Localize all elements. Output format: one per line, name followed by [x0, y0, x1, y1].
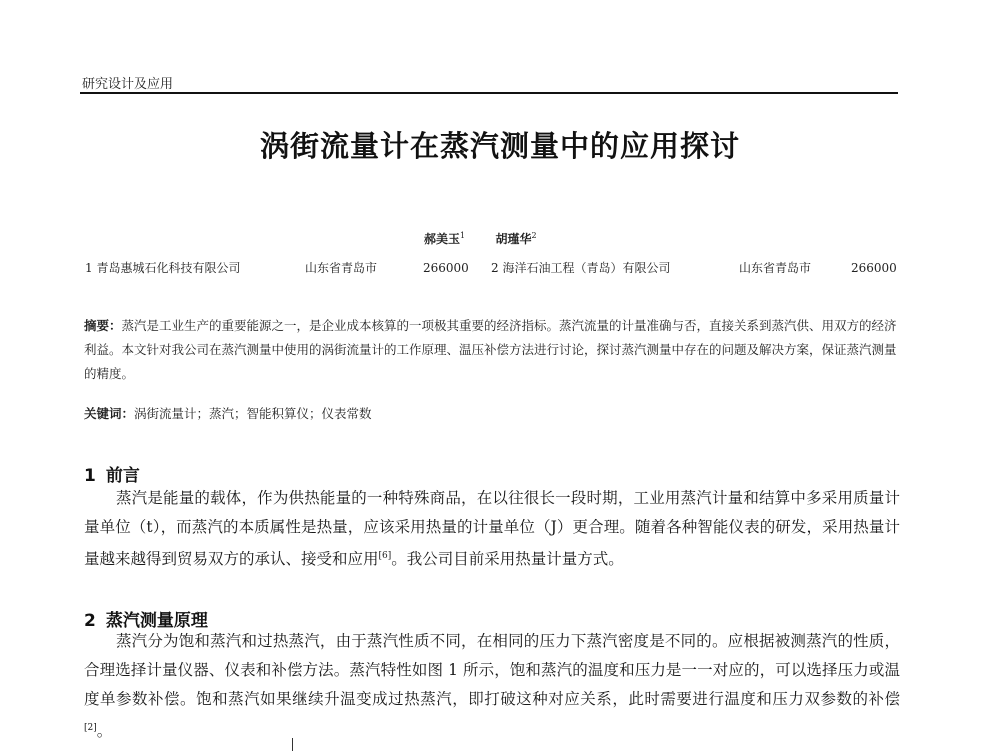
keywords-text: 涡街流量计；蒸汽；智能积算仪；仪表常数	[134, 406, 372, 421]
affiliation-org: 2 海洋石油工程（青岛）有限公司	[491, 261, 671, 275]
abstract-text: 蒸汽是工业生产的重要能源之一，是企业成本核算的一项极其重要的经济指标。蒸汽流量的计量准确与否，直接关系到蒸汽供、用双方的经济利益。本文针对我公司在蒸汽测量中使用的涡街流量计的工作原理、温压补偿方法进行讨论，探讨蒸汽测量中存在的问题及解决方案，保证蒸汽测量的精度。	[84, 318, 897, 381]
section-number: 2	[84, 611, 96, 631]
citation-ref: [2]	[84, 723, 97, 733]
section-paragraph	[84, 627, 900, 746]
paragraph-text: 。我公司目前采用热量计量方式。	[391, 550, 624, 569]
affiliation-zip: 266000	[851, 261, 897, 275]
author-affil-mark: 2	[531, 231, 537, 240]
paragraph-text: 蒸汽分为饱和蒸汽和过热蒸汽，由于蒸汽性质不同，在相同的压力下蒸汽密度是不同的。应根据被测蒸汽的性质，合理选择计量仪器、仪表和补偿方法。蒸汽特性如图 1 所示，饱和蒸汽的温度和压力是一一对应的，可以选择压力或温度单参数补偿。饱和蒸汽如果继续升温变成过热蒸汽，即打破这种对应关系，此时需要进行温度和压力双参数的补偿	[84, 632, 900, 708]
paragraph-text: 。	[96, 722, 113, 741]
author-line	[424, 230, 537, 247]
abstract-label: 摘要：	[84, 318, 122, 333]
keywords-label: 关键词：	[84, 406, 135, 421]
section-title: 蒸汽测量原理	[105, 611, 208, 631]
affiliation-location: 山东省青岛市	[305, 261, 378, 275]
section-heading	[84, 461, 140, 486]
section-paragraph	[84, 484, 900, 574]
affiliation-location: 山东省青岛市	[739, 261, 812, 275]
author-name: 郝美玉	[424, 232, 461, 246]
abstract	[84, 314, 900, 386]
running-head: 研究设计及应用	[82, 77, 174, 92]
author-affil-mark: 1	[460, 231, 466, 240]
paper-title: 涡街流量计在蒸汽测量中的应用探讨	[259, 129, 740, 163]
affiliation-zip: 266000	[423, 261, 469, 275]
affiliation-line	[85, 259, 897, 276]
paragraph-text: 蒸汽是能量的载体，作为供热能量的一种特殊商品，在以往很长一段时期，工业用蒸汽计量和结算中多采用质量计量单位（t），而蒸汽的本质属性是热量，应该采用热量的计量单位（J）更合理。随着各种智能仪表的研发，采用热量计量越来越得到贸易双方的承认、接受和应用	[84, 489, 900, 569]
citation-ref: [6]	[378, 551, 392, 561]
section-title: 前言	[105, 466, 140, 486]
author-name: 胡瑾华	[495, 232, 532, 246]
header-rule	[80, 92, 898, 94]
section-number: 1	[84, 466, 96, 486]
keywords	[84, 404, 372, 422]
affiliation-org: 1 青岛惠城石化科技有限公司	[85, 261, 241, 275]
scan-mark	[292, 738, 293, 751]
